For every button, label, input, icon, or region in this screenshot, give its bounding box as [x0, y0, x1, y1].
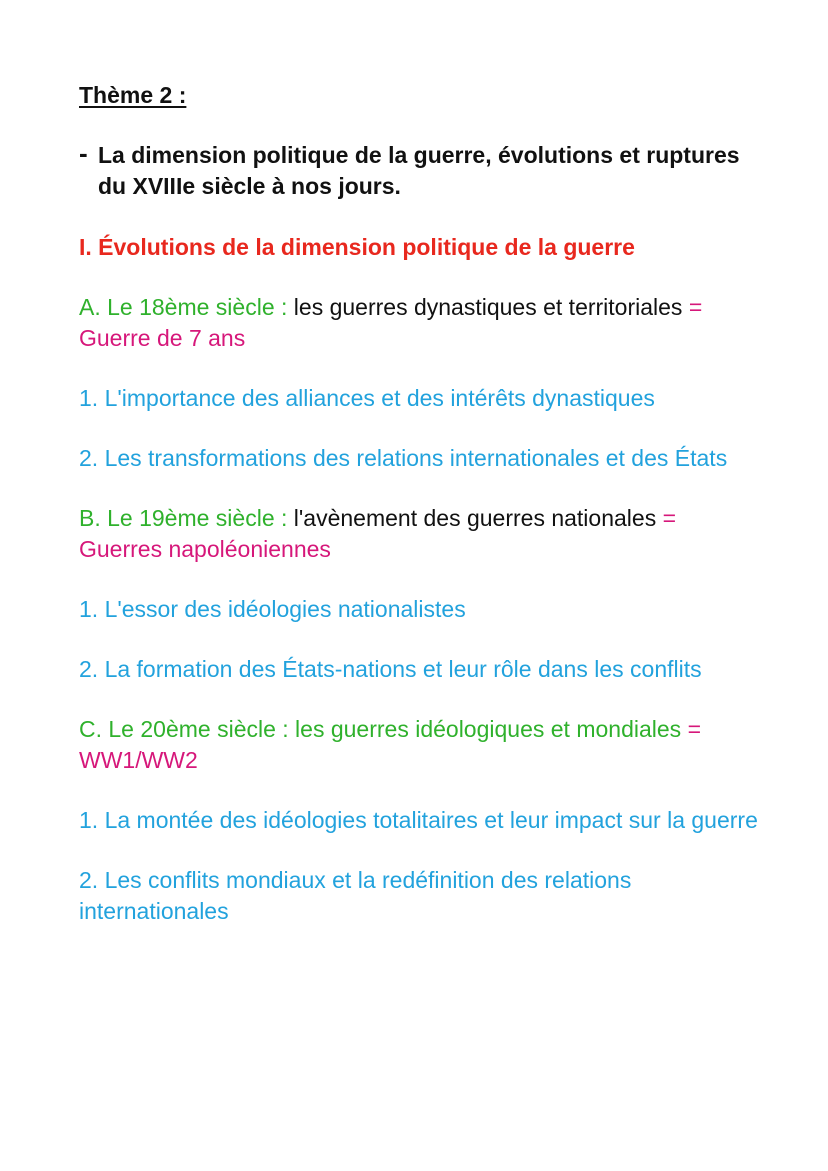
- theme-title: Thème 2 :: [79, 82, 187, 108]
- section-c-item-2: 2. Les conflits mondiaux et la redéfinition des relations internationales: [79, 867, 632, 924]
- section-label: B. Le 19ème siècle :: [79, 505, 294, 531]
- section-description: l'avènement des guerres nationales: [293, 505, 657, 531]
- theme-subject: [79, 140, 759, 202]
- section-example: = WW1/WW2: [79, 716, 702, 773]
- section-b-item-2: 2. La formation des États-nations et leur rôle dans les conflits: [79, 656, 702, 682]
- section-example: = Guerre de 7 ans: [79, 294, 703, 351]
- section-b-item-1: 1. L'essor des idéologies nationalistes: [79, 596, 466, 622]
- subject-text: La dimension politique de la guerre, évolutions et ruptures du XVIIIe siècle à nos jours.: [98, 142, 740, 199]
- section-a-item-1: 1. L'importance des alliances et des intérêts dynastiques: [79, 385, 655, 411]
- document-page: [79, 80, 759, 927]
- part-title: I. Évolutions de la dimension politique de la guerre: [79, 234, 635, 260]
- section-c-item-1: 1. La montée des idéologies totalitaires et leur impact sur la guerre: [79, 807, 758, 833]
- section-example: = Guerres napoléoniennes: [79, 505, 677, 562]
- section-label: C. Le 20ème siècle : les guerres idéologiques et mondiales: [79, 716, 682, 742]
- bullet-dash: -: [79, 138, 88, 168]
- section-description: les guerres dynastiques et territoriales: [293, 294, 683, 320]
- section-a-item-2: 2. Les transformations des relations internationales et des États: [79, 445, 728, 471]
- section-a: [79, 292, 759, 354]
- section-b: [79, 503, 759, 565]
- section-label: A. Le 18ème siècle :: [79, 294, 294, 320]
- section-c: [79, 714, 759, 776]
